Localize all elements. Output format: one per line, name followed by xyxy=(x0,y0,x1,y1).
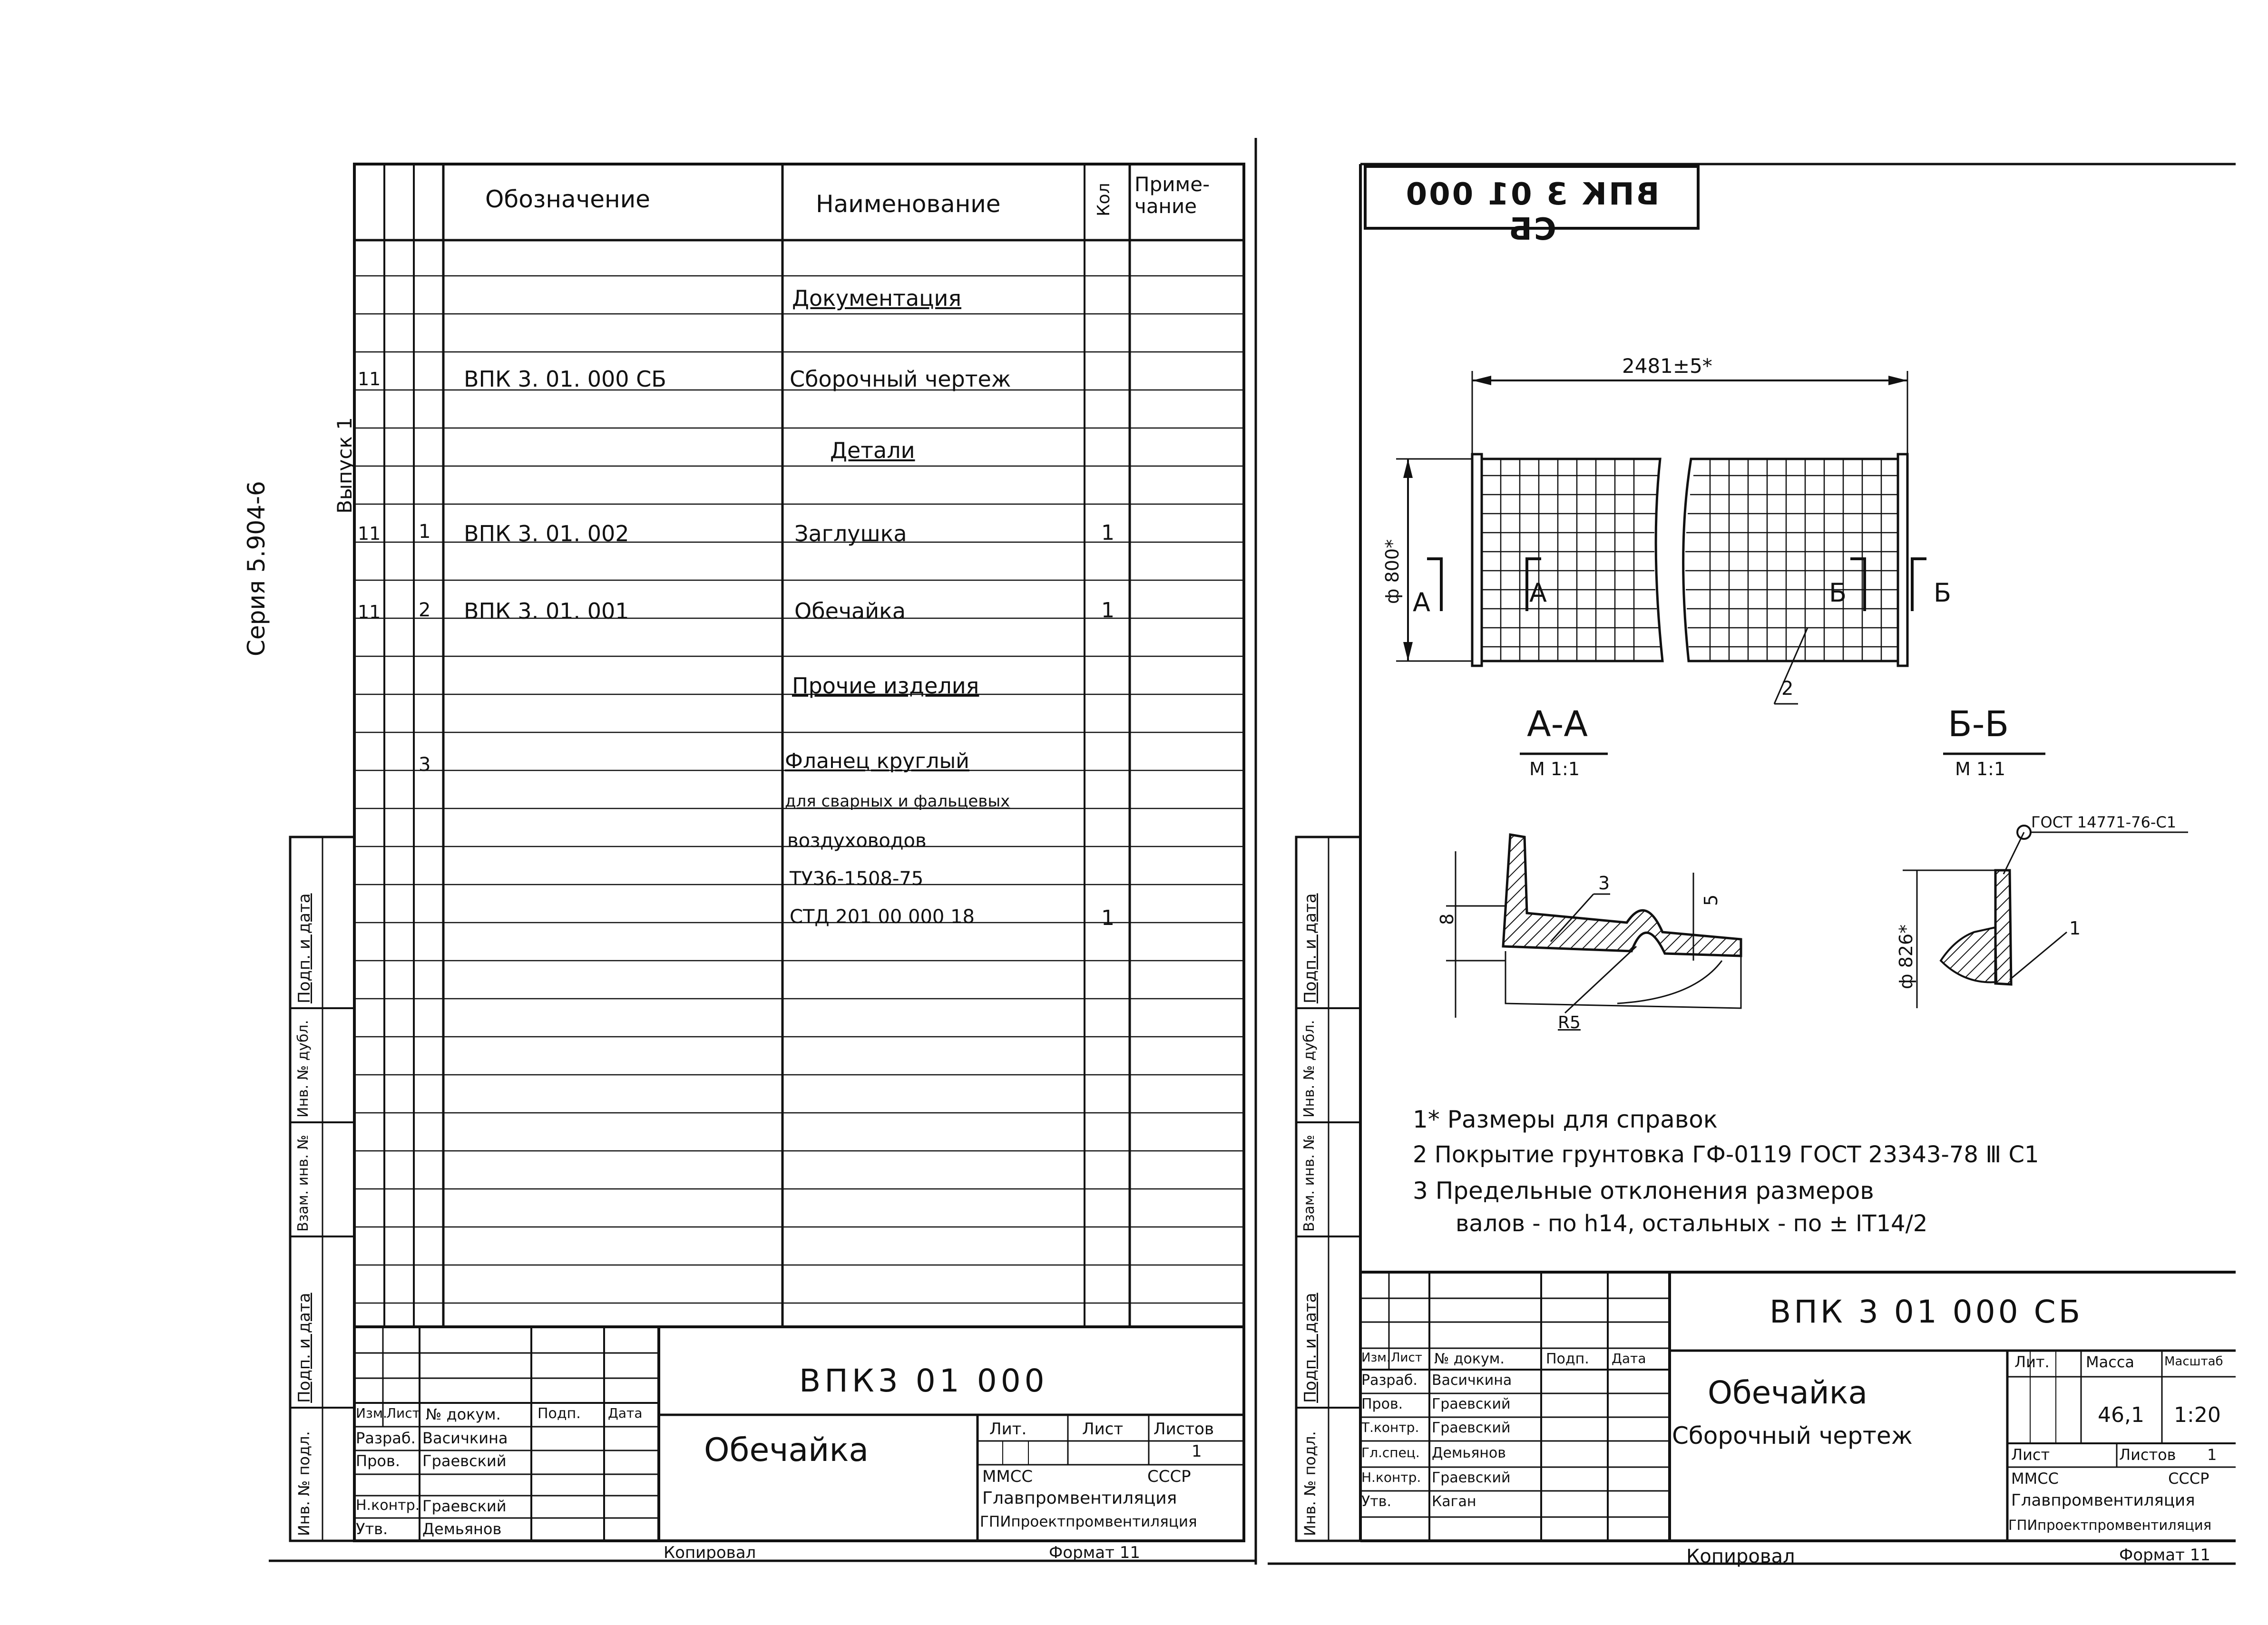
side-label-repl-inv: Взам. инв. № xyxy=(1301,1135,1318,1232)
cut-label-b-left: Б xyxy=(1829,578,1847,608)
side-label-sign-date: Подп. и дата xyxy=(295,893,314,1003)
stamp-org-2: Главпромвентиляция xyxy=(982,1489,1177,1508)
side-label-dup-inv: Инв. № дубл. xyxy=(1301,1020,1318,1118)
header-note: Приме- чание xyxy=(1134,173,1210,218)
right-format-label: Формат 11 xyxy=(2119,1546,2211,1565)
position-1-label: 1 xyxy=(2069,918,2081,939)
stamp-scale: Масштаб xyxy=(2164,1354,2223,1369)
section-b-b-detail xyxy=(1903,826,2188,1008)
stamp-role: Н.контр. xyxy=(1361,1469,1421,1485)
stamp-mass-value: 46,1 xyxy=(2098,1403,2144,1427)
duct-main-view xyxy=(1396,371,1926,704)
left-sheet xyxy=(269,138,1256,1565)
stamp-person: Васичкина xyxy=(422,1429,508,1447)
stamp-col-date: Дата xyxy=(608,1405,643,1421)
spec-row-pos: 2 xyxy=(419,599,431,621)
stamp-role: Пров. xyxy=(1361,1396,1403,1412)
stamp-list: Лист xyxy=(1082,1420,1124,1439)
stamp-list: Лист xyxy=(2011,1446,2050,1464)
dim-dia-826: ф 826* xyxy=(1896,924,1916,989)
spec-row-name: СТД 201 00 000 18 xyxy=(790,906,975,928)
stamp-listov-value: 1 xyxy=(1192,1442,1202,1461)
series-label: Серия 5.904-6 xyxy=(243,481,270,656)
section-a-a-title: А-А xyxy=(1527,704,1588,745)
spec-row-fmt: 11 xyxy=(358,369,381,389)
spec-row-name: Прочие изделия xyxy=(792,673,979,699)
note-1: 1* Размеры для справок xyxy=(1413,1106,1718,1133)
spec-row-qty: 1 xyxy=(1101,906,1114,930)
side-label-sign-date-2: Подп. и дата xyxy=(295,1293,314,1403)
stamp-col-doc: № докум. xyxy=(426,1405,501,1423)
issue-label: Выпуск 1 xyxy=(333,417,356,514)
stamp-lit: Лит. xyxy=(2014,1353,2050,1371)
section-b-b-title: Б-Б xyxy=(1948,704,2009,745)
header-name: Наименование xyxy=(816,190,1001,218)
stamp-person: Каган xyxy=(1432,1493,1476,1510)
stamp-col-sign: Подп. xyxy=(1546,1351,1589,1367)
spec-row-name: Документация xyxy=(792,285,962,311)
stamp-person: Васичкина xyxy=(1432,1372,1512,1389)
spec-row-pos: 1 xyxy=(419,521,431,543)
stamp-org-1: ММСС СССР xyxy=(982,1467,1191,1486)
dim-8: 8 xyxy=(1437,913,1457,925)
side-label-sign-date-2: Подп. и дата xyxy=(1301,1293,1320,1403)
stamp-mass: Масса xyxy=(2086,1353,2135,1371)
stamp-lit: Лит. xyxy=(989,1420,1027,1439)
stamp-designation: ВПК3 01 000 xyxy=(799,1362,1048,1399)
stamp-person: Граевский xyxy=(422,1497,507,1515)
spec-row-fmt: 11 xyxy=(358,523,381,544)
stamp-org-2: Главпромвентиляция xyxy=(2011,1491,2195,1510)
dim-r5: R5 xyxy=(1558,1013,1581,1032)
stamp-listov: Листов xyxy=(1154,1420,1214,1439)
cut-label-a-right: А xyxy=(1529,578,1547,608)
side-label-repl-inv: Взам. инв. № xyxy=(295,1135,312,1232)
stamp-role: Разраб. xyxy=(1361,1372,1418,1389)
stamp-person: Граевский xyxy=(1432,1469,1511,1486)
header-qty: Кол xyxy=(1094,183,1114,216)
stamp-role: Т.контр. xyxy=(1361,1420,1419,1435)
duct-grid xyxy=(1482,459,1898,661)
stamp-role: Н.контр. xyxy=(356,1497,420,1514)
stamp-org-3: ГПИпроектпромвентиляция xyxy=(980,1513,1197,1530)
stamp-person: Граевский xyxy=(1432,1420,1511,1436)
stamp-org-3: ГПИпроектпромвентиляция xyxy=(2008,1517,2212,1533)
section-a-a-scale: М 1:1 xyxy=(1529,759,1580,779)
stamp-scale-value: 1:20 xyxy=(2174,1403,2221,1427)
stamp-role: Утв. xyxy=(1361,1493,1391,1510)
dim-dia-800: ф 800* xyxy=(1382,539,1403,604)
stamp-col-doc: № докум. xyxy=(1434,1351,1505,1367)
note-3-cont: валов - по h14, остальных - по ± IT14/2 xyxy=(1456,1210,1928,1237)
spec-row-name: для сварных и фальцевых xyxy=(785,792,1010,811)
dim-5: 5 xyxy=(1701,894,1721,906)
spec-row-name: воздуховодов xyxy=(787,830,927,852)
spec-row-lines xyxy=(354,276,1244,1303)
stamp-designation: ВПК 3 01 000 СБ xyxy=(1769,1294,2083,1330)
stamp-role: Гл.спец. xyxy=(1361,1445,1420,1460)
spec-row-name: Сборочный чертеж xyxy=(790,366,1011,392)
stamp-col-list: Лист xyxy=(386,1405,420,1421)
stamp-col-izm: Изм. xyxy=(356,1405,387,1421)
spec-row-name: ТУ36-1508-75 xyxy=(790,868,924,890)
spec-row-designation: ВПК 3. 01. 002 xyxy=(464,521,629,546)
spec-row-name: Заглушка xyxy=(794,521,907,546)
spec-row-name: Обечайка xyxy=(794,598,906,624)
left-format-label: Формат 11 xyxy=(1049,1543,1141,1562)
stamp-listov: Листов xyxy=(2119,1446,2176,1464)
stamp-title: Обечайка xyxy=(704,1431,869,1469)
right-copied-label: Копировал xyxy=(1686,1546,1795,1567)
side-label-orig-inv: Инв. № подл. xyxy=(1301,1431,1319,1536)
note-2: 2 Покрытие грунтовка ГФ-0119 ГОСТ 23343-78 Ⅲ С1 xyxy=(1413,1141,2039,1168)
stamp-person: Демьянов xyxy=(422,1520,502,1538)
side-label-dup-inv: Инв. № дубл. xyxy=(295,1020,312,1118)
left-copied-label: Копировал xyxy=(664,1543,756,1562)
stamp-title: Обечайка xyxy=(1708,1374,1867,1411)
stamp-col-izm: Изм. xyxy=(1361,1351,1391,1365)
mirrored-code: ВПК 3 01 000 СБ xyxy=(1404,177,1660,247)
stamp-role: Разраб. xyxy=(356,1429,416,1447)
stamp-col-sign: Подп. xyxy=(538,1405,581,1422)
position-2-label: 2 xyxy=(1781,678,1794,700)
stamp-col-list: Лист xyxy=(1391,1351,1422,1365)
stamp-role: Утв. xyxy=(356,1520,388,1538)
spec-row-fmt: 11 xyxy=(358,602,381,623)
dim-length: 2481±5* xyxy=(1622,354,1712,378)
stamp-col-date: Дата xyxy=(1612,1351,1646,1366)
spec-row-designation: ВПК 3. 01. 000 СБ xyxy=(464,366,666,392)
header-designation: Обозначение xyxy=(485,185,650,213)
position-3-label: 3 xyxy=(1598,873,1610,894)
side-label-sign-date: Подп. и дата xyxy=(1301,893,1320,1003)
cut-label-b-right: Б xyxy=(1934,578,1952,608)
stamp-org-1: ММСС СССР xyxy=(2011,1469,2209,1488)
section-b-b-scale: М 1:1 xyxy=(1955,759,2006,779)
stamp-subtitle: Сборочный чертеж xyxy=(1672,1422,1913,1450)
spec-row-designation: ВПК 3. 01. 001 xyxy=(464,598,629,624)
section-a-a-detail xyxy=(1446,835,1741,1018)
stamp-person: Граевский xyxy=(1432,1396,1511,1412)
spec-row-name: Фланец круглый xyxy=(785,749,969,773)
stamp-role: Пров. xyxy=(356,1452,400,1470)
note-3: 3 Предельные отклонения размеров xyxy=(1413,1177,1874,1205)
spec-row-qty: 1 xyxy=(1101,521,1114,545)
spec-row-pos: 3 xyxy=(419,754,431,776)
stamp-person: Демьянов xyxy=(1432,1445,1506,1461)
spec-row-qty: 1 xyxy=(1101,598,1114,623)
stamp-person: Граевский xyxy=(422,1452,507,1470)
stamp-listov-value: 1 xyxy=(2207,1446,2217,1464)
spec-row-name: Детали xyxy=(830,438,915,463)
cut-label-a-left: А xyxy=(1413,587,1430,617)
side-label-orig-inv: Инв. № подл. xyxy=(295,1431,313,1536)
weld-symbol-label: ГОСТ 14771-76-С1 xyxy=(2031,813,2177,831)
